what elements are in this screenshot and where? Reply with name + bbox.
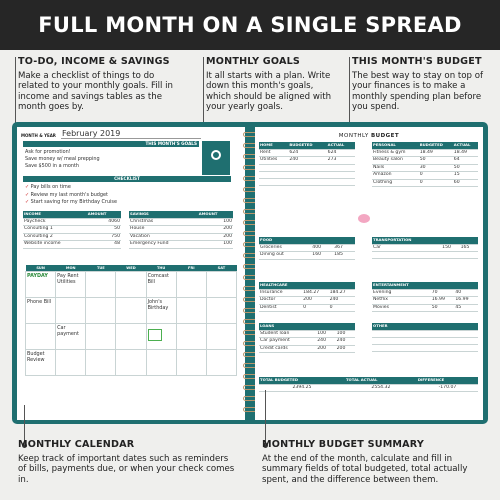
checklist-item[interactable]: ✓ Review my last month's budget — [25, 191, 108, 198]
day-header: SUN — [26, 265, 56, 271]
planner-spread — [12, 122, 488, 424]
goals-header: THIS MONTH'S GOALS — [23, 141, 199, 147]
callout-todo-title: TO-DO, INCOME & SAVINGS — [18, 56, 170, 67]
day-header: MON — [56, 265, 86, 271]
calendar-cell[interactable] — [116, 297, 146, 323]
healthcare-table: HEALTHCARE Insurance 184.27 184.27 Doctor 200 240 Dentist 0 0 — [259, 282, 355, 312]
calendar-cell[interactable] — [56, 297, 86, 323]
cell: 200 — [198, 226, 233, 234]
calendar-cell[interactable] — [206, 271, 236, 297]
calendar-cell[interactable] — [56, 323, 86, 349]
cell: 4060 — [87, 218, 121, 226]
callout-calendar-title: MONTHLY CALENDAR — [18, 439, 135, 450]
cell: Paycheck — [23, 218, 87, 226]
entertainment-table: ENTERTAINMENT Evening 70 40 Netflix 16.99 16.99 Movies 50 45 — [372, 282, 478, 312]
calendar-cell[interactable] — [26, 349, 56, 375]
goals-badge — [202, 141, 230, 175]
calendar-cell[interactable] — [116, 349, 146, 375]
callout-budget-body: The best way to stay on top of your finances is to make a monthly spending plan before you spend. — [352, 70, 483, 113]
calendar-cell[interactable] — [26, 271, 56, 297]
divider — [61, 138, 201, 139]
month-value: February 2019 — [62, 129, 121, 138]
pointer-line — [15, 57, 16, 131]
cell: 200 — [198, 233, 233, 241]
sticky-note-icon — [148, 329, 162, 341]
calendar-cell[interactable] — [206, 349, 236, 375]
food-table: FOOD Groceries 400 367 Dining out 160 185 — [259, 237, 355, 260]
summary-table: TOTAL BUDGETED TOTAL ACTUAL DIFFERENCE 2394.25 2554.32 -170.07 — [259, 377, 478, 392]
calendar-cell[interactable] — [176, 323, 206, 349]
transport-table: TRANSPORTATION Car 150 165 — [372, 237, 478, 259]
calendar-cell[interactable] — [86, 297, 116, 323]
banner-title: FULL MONTH ON A SINGLE SPREAD — [0, 0, 500, 50]
callout-summary-title: MONTHLY BUDGET SUMMARY — [262, 439, 425, 450]
calendar-cell[interactable] — [206, 323, 236, 349]
day-header: TUE — [86, 265, 116, 271]
checklist-item[interactable]: ✓ Start saving for my Birthday Cruise — [25, 199, 117, 205]
cal-note: Car payment — [57, 324, 79, 337]
cal-note: Pay Rent Utilities — [57, 272, 79, 285]
personal-table: PERSONAL BUDGETED ACTUAL Fitness & gym 18.49 18.49 Beauty salon 50 64 Nails 30 50 Amazon 0 15 Clothing 0 60 — [372, 142, 478, 187]
calendar-cell[interactable] — [86, 323, 116, 349]
cell: Consulting 2 — [23, 233, 87, 241]
calendar-cell[interactable] — [56, 271, 86, 297]
calendar-cell[interactable] — [146, 349, 176, 375]
home-table: HOME BUDGETED ACTUAL Rent 624 624 Utilities 240 273 — [259, 142, 355, 186]
calendar-cell[interactable] — [86, 271, 116, 297]
cell: 50 — [87, 226, 121, 234]
cal-note: PAYDAY — [27, 272, 48, 279]
calendar-cell[interactable] — [56, 349, 86, 375]
calendar-cell[interactable] — [116, 323, 146, 349]
cal-note: Phone Bill — [27, 298, 52, 305]
calendar-cell[interactable] — [26, 323, 56, 349]
left-page — [17, 127, 245, 420]
col-header: INCOME — [23, 211, 87, 218]
pointer-line — [265, 390, 266, 445]
savings-table — [129, 211, 233, 249]
calendar-cell[interactable] — [176, 271, 206, 297]
month-label: MONTH & YEAR — [21, 133, 56, 138]
day-header: SAT — [206, 265, 236, 271]
goal-item: Save $500 in a month — [25, 163, 79, 169]
calendar-cell[interactable] — [26, 297, 56, 323]
calendar-grid — [25, 265, 237, 376]
cal-note: Comcast Bill — [147, 272, 169, 285]
day-header: FRI — [176, 265, 206, 271]
callout-goals-title: MONTHLY GOALS — [206, 56, 301, 67]
cell: Consulting 1 — [23, 226, 87, 234]
callout-budget — [352, 57, 484, 113]
day-header: THU — [146, 265, 176, 271]
col-header: SAVINGS — [129, 211, 198, 218]
other-table: OTHER — [372, 323, 478, 352]
cell: Christmas — [129, 218, 198, 226]
target-icon — [211, 150, 221, 160]
callout-todo-body: Make a checklist of things to do related to your monthly goals. Fill in income and savings tables as the month goes by. — [18, 70, 173, 113]
cell: 100 — [198, 241, 233, 249]
cell: House — [129, 226, 198, 234]
cal-note: Budget Review — [27, 350, 45, 363]
callout-goals — [206, 57, 336, 113]
col-header: AMOUNT — [198, 211, 233, 218]
checklist-item[interactable]: ✓ Pay bills on time — [25, 184, 71, 190]
cal-note: John's Birthday — [147, 298, 169, 311]
calendar-cell[interactable] — [116, 271, 146, 297]
calendar-cell[interactable] — [146, 271, 176, 297]
calendar-cell[interactable] — [146, 323, 176, 349]
callout-calendar — [18, 440, 238, 485]
col-header: AMOUNT — [87, 211, 121, 218]
goal-item: Ask for promotion! — [25, 149, 71, 155]
calendar-cell[interactable] — [86, 349, 116, 375]
calendar-cell[interactable] — [146, 297, 176, 323]
cell: Emergency Fund — [129, 241, 198, 249]
calendar-cell[interactable] — [176, 349, 206, 375]
day-header: WED — [116, 265, 146, 271]
cell: 48 — [87, 241, 121, 249]
right-page — [255, 127, 483, 420]
callout-goals-body: It all starts with a plan. Write down this month's goals, which should be aligned with your yearly goals. — [206, 70, 332, 113]
cell: 750 — [87, 233, 121, 241]
piggy-bank-icon — [358, 214, 370, 223]
checklist-header: CHECKLIST — [23, 176, 231, 182]
budget-title: MONTHLY BUDGET — [338, 133, 400, 139]
cell: Website income — [23, 241, 87, 249]
loans-table: LOANS Student loan 100 100 Car payment 240 240 Credit cards 200 200 — [259, 323, 355, 353]
cell: Vacation — [129, 233, 198, 241]
checklist — [25, 184, 117, 207]
goals-list — [25, 149, 100, 170]
callout-todo — [18, 57, 178, 113]
callout-calendar-body: Keep track of important dates such as reminders of bills, payments due, or when your check comes in. — [18, 453, 235, 485]
calendar-cell[interactable] — [176, 297, 206, 323]
callout-summary-body: At the end of the month, calculate and fill in summary fields of total budgeted, total actually spent, and the difference between them. — [262, 453, 468, 485]
callout-budget-title: THIS MONTH'S BUDGET — [352, 56, 482, 67]
callout-summary — [262, 440, 484, 485]
calendar-cell[interactable] — [206, 297, 236, 323]
cell: 100 — [198, 218, 233, 226]
goal-item: Save money w/ meal prepping — [25, 156, 100, 162]
income-table — [23, 211, 121, 249]
